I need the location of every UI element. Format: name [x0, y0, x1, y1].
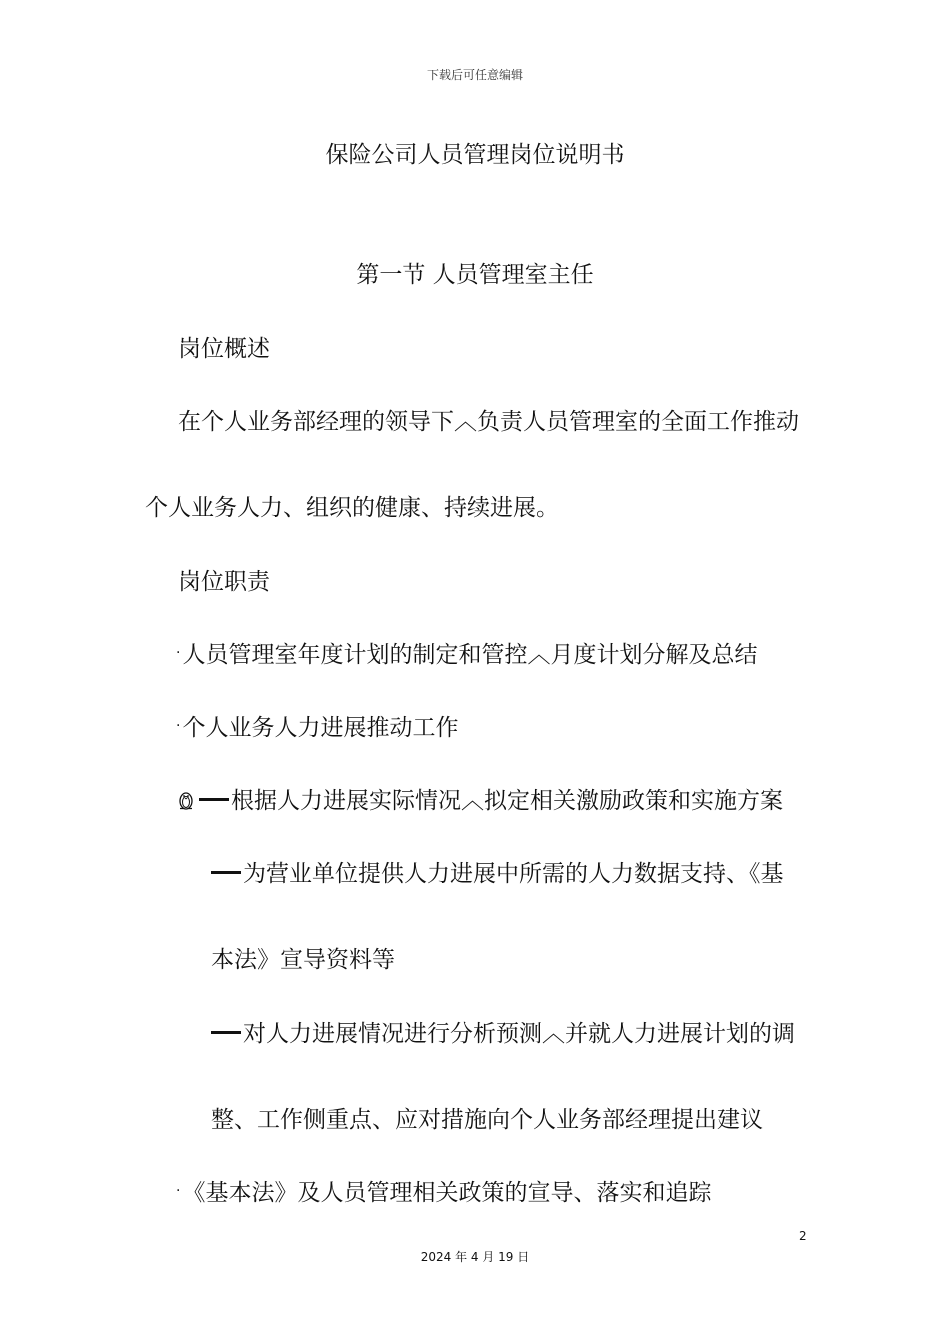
duty-text-3: 《基本法》及人员管理相关政策的宣导、落实和追踪	[182, 1180, 712, 1206]
duty-item-3	[176, 1174, 711, 1207]
duties-heading: 岗位职责	[178, 569, 270, 595]
sub-text-3-line-1: 对人力进展情况进行分析预测︿并就人力进展计划的调	[243, 1021, 795, 1047]
duty-item-1	[176, 636, 757, 669]
dash-marker	[211, 1031, 241, 1034]
penguin-icon	[177, 790, 195, 810]
footer-date: 2024 年 4 月 19 日	[420, 1250, 530, 1264]
duty-text-2: 个人业务人力进展推动工作	[182, 715, 459, 741]
duty-text-1: 人员管理室年度计划的制定和管控︿月度计划分解及总结	[182, 642, 758, 668]
page-number: 2	[799, 1229, 807, 1243]
sub-text-1: 根据人力进展实际情况︿拟定相关激励政策和实施方案	[231, 788, 783, 814]
bullet-dot: ·	[176, 644, 181, 661]
overview-line-2: 个人业务人力、组织的健康、持续进展。	[145, 495, 559, 521]
header-note: 下载后可任意编辑	[426, 68, 523, 82]
duty-item-2	[176, 709, 458, 742]
bullet-dot: ·	[176, 717, 181, 734]
section-title: 第一节 人员管理室主任	[356, 262, 594, 288]
bullet-dot: ·	[176, 1182, 181, 1199]
sub-text-3-line-2: 整、工作侧重点、应对措施向个人业务部经理提出建议	[211, 1107, 763, 1133]
dash-marker	[199, 798, 229, 801]
sub-text-2-line-1: 为营业单位提供人力进展中所需的人力数据支持、《基	[243, 861, 784, 887]
sub-item-2	[211, 855, 784, 888]
overview-heading: 岗位概述	[178, 336, 270, 362]
dash-marker	[211, 871, 241, 874]
document-title: 保险公司人员管理岗位说明书	[325, 142, 625, 168]
overview-line-1: 在个人业务部经理的领导下︿负责人员管理室的全面工作推动	[178, 409, 799, 435]
sub-text-2-line-2: 本法》宣导资料等	[211, 947, 395, 973]
sub-item-3	[211, 1015, 795, 1048]
sub-item-1	[177, 782, 783, 815]
